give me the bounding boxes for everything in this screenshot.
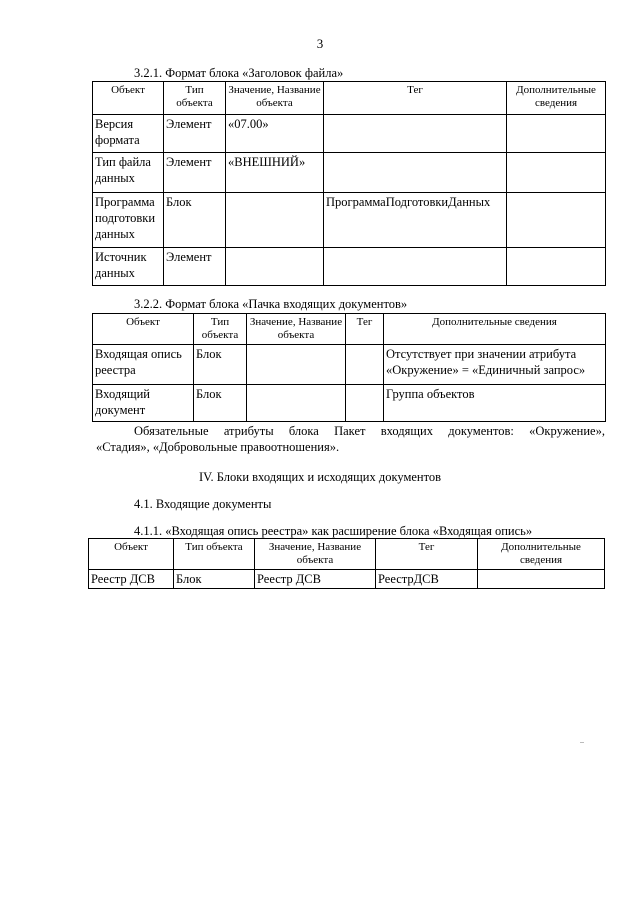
col-header-value: Значение, Название объекта <box>247 314 346 345</box>
cell-value: «07.00» <box>226 115 324 153</box>
mandatory-attributes-note-line2: «Стадия», «Добровольные правоотношения». <box>96 440 340 454</box>
cell-tag <box>324 115 507 153</box>
cell-extra <box>478 570 605 589</box>
col-header-object: Объект <box>93 314 194 345</box>
file-header-format-table <box>92 81 606 286</box>
cell-value: Реестр ДСВ <box>255 570 376 589</box>
cell-type: Блок <box>194 345 247 385</box>
col-header-extra: Дополнительные сведения <box>478 539 605 570</box>
table-row <box>93 115 606 153</box>
cell-extra: Группа объектов <box>384 385 606 422</box>
cell-extra <box>507 115 606 153</box>
table-row <box>93 345 606 385</box>
scan-artifact <box>580 742 584 743</box>
cell-object: Источник данных <box>93 248 164 286</box>
col-header-extra: Дополнительные сведения <box>384 314 606 345</box>
col-header-value: Значение, Название объекта <box>226 82 324 115</box>
cell-object: Реестр ДСВ <box>89 570 174 589</box>
col-header-type: Тип объекта <box>174 539 255 570</box>
col-header-value: Значение, Название объекта <box>255 539 376 570</box>
cell-object: Программа подготовки данных <box>93 193 164 248</box>
cell-extra <box>507 248 606 286</box>
cell-tag <box>324 153 507 193</box>
cell-type: Блок <box>194 385 247 422</box>
cell-value <box>247 385 346 422</box>
cell-extra <box>507 193 606 248</box>
incoming-batch-format-table <box>92 313 606 422</box>
mandatory-attributes-note-line1: Обязательные атрибуты блока Пакет входящих документов: «Окружение», <box>134 424 605 438</box>
cell-type: Элемент <box>164 248 226 286</box>
cell-value <box>226 248 324 286</box>
col-header-object: Объект <box>93 82 164 115</box>
col-header-object: Объект <box>89 539 174 570</box>
table-row <box>93 153 606 193</box>
cell-tag: РеестрДСВ <box>376 570 478 589</box>
col-header-type: Тип объекта <box>164 82 226 115</box>
cell-type: Блок <box>174 570 255 589</box>
table-header-row <box>89 539 605 570</box>
col-header-tag: Тег <box>324 82 507 115</box>
cell-tag <box>346 385 384 422</box>
table-row <box>89 570 605 589</box>
section-4-1-title: 4.1. Входящие документы <box>134 497 272 511</box>
table-header-row <box>93 82 606 115</box>
cell-value: «ВНЕШНИЙ» <box>226 153 324 193</box>
cell-tag: ПрограммаПодготовкиДанных <box>324 193 507 248</box>
col-header-type: Тип объекта <box>194 314 247 345</box>
cell-tag <box>346 345 384 385</box>
section-3-2-2-caption: 3.2.2. Формат блока «Пачка входящих документов» <box>134 297 408 311</box>
table-row <box>93 193 606 248</box>
cell-extra <box>507 153 606 193</box>
cell-object: Входящая опись реестра <box>93 345 194 385</box>
cell-type: Блок <box>164 193 226 248</box>
cell-type: Элемент <box>164 115 226 153</box>
table-header-row <box>93 314 606 345</box>
col-header-tag: Тег <box>346 314 384 345</box>
section-iv-heading: IV. Блоки входящих и исходящих документов <box>198 470 442 484</box>
cell-object: Входящий документ <box>93 385 194 422</box>
cell-tag <box>324 248 507 286</box>
cell-type: Элемент <box>164 153 226 193</box>
section-3-2-1-caption: 3.2.1. Формат блока «Заголовок файла» <box>134 66 344 80</box>
col-header-extra: Дополнительные сведения <box>507 82 606 115</box>
cell-value <box>226 193 324 248</box>
col-header-tag: Тег <box>376 539 478 570</box>
cell-value <box>247 345 346 385</box>
cell-object: Версия формата <box>93 115 164 153</box>
cell-object: Тип файла данных <box>93 153 164 193</box>
table-row <box>93 248 606 286</box>
section-4-1-1-caption: 4.1.1. «Входящая опись реестра» как расширение блока «Входящая опись» <box>134 524 533 538</box>
incoming-registry-table <box>88 538 605 589</box>
table-row <box>93 385 606 422</box>
cell-extra: Отсутствует при значении атрибута «Окружение» = «Единичный запрос» <box>384 345 606 385</box>
page-number: 3 <box>316 36 324 51</box>
